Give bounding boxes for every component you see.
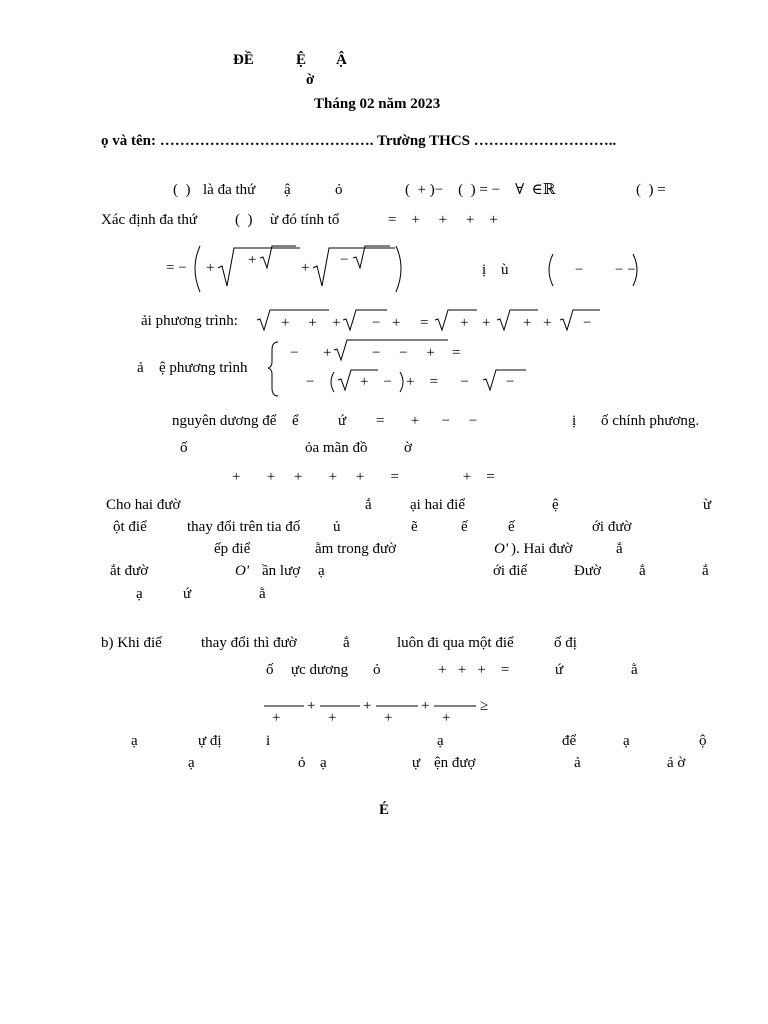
student-info-line: ọ và tên: ……………………………………. Trường THCS ……………………….. [101,133,617,149]
p1-line2-text-1: Xác định đa thứ [101,212,198,228]
svg-text:+: + [392,315,401,331]
svg-text:+: + [384,710,393,726]
p1-line2-math: = + + + + [388,212,498,228]
ineq-t2: ực dương [291,662,349,678]
last-l1-t4: ạ [437,733,444,749]
p3-text-1: ả [137,360,144,376]
last-l2-t6: ả [574,755,581,771]
svg-text:+ = −: + = − [406,374,469,390]
geo-b-t4: luôn đi qua một điể [397,635,514,651]
svg-text:+ +: + + [281,315,317,331]
p1-paren-1: ( ) [173,182,191,198]
svg-text:+: + [328,710,337,726]
p1-line3-text-1: ị [482,262,487,278]
ineq-t5: ằ [631,662,638,678]
svg-text:= −: = − [166,260,187,276]
p1-text-2: ậ [284,182,291,198]
header-title-part-3: Ậ [336,52,347,68]
ineq-t4: ứ [555,662,564,678]
svg-text:=: = [452,345,461,361]
svg-text:+: + [363,698,372,714]
svg-text:−: − [506,374,515,390]
geo-l2-t6: ế [508,519,515,535]
svg-text:+: + [543,315,552,331]
last-l2-t4: ự [412,755,421,771]
geo-l4-t1: ắt đườ [110,563,149,579]
header-title-part-1: ĐỀ [233,52,254,68]
last-l2-t1: ạ [188,755,195,771]
svg-text:+: + [421,698,430,714]
p1-math-2: ( ) = [636,182,666,198]
svg-text:+: + [442,710,451,726]
ineq-math-1: + + + = [438,662,510,678]
p4-text-5: ố chính phương. [601,413,700,429]
svg-text:+: + [332,315,341,331]
header-title-part-4: ờ [306,72,315,88]
p4-text-3: ứ [338,413,347,429]
header-date: Tháng 02 năm 2023 [314,96,441,112]
geo-l4-t6: Đườ [574,563,601,579]
geo-l3-t1: ếp điể [214,541,251,557]
geo-l5-t1: ạ [136,586,143,602]
geo-l2-t4: ẽ [411,519,418,535]
geo-b-t2: thay đổi thì đườ [201,635,297,651]
geo-l2-t1: ột điể [113,519,147,535]
geo-l1-t1: Cho hai đườ [106,497,181,513]
geo-l2-t5: ế [461,519,468,535]
p4-line2-text-2: ỏa mãn đồ [305,440,368,456]
geo-l1-t3: ại hai điể [410,497,465,513]
ineq-fractions [260,692,500,728]
geo-l4-t7: ẳ [639,563,646,579]
geo-l5-t2: ứ [183,586,192,602]
geo-l4-t8: ắ [702,563,709,579]
p1-line2-text-2: ừ đó tính tổ [270,212,340,228]
svg-text:+: + [460,315,469,331]
p3-system [268,338,538,398]
svg-text:−: − [583,315,592,331]
geo-b-t1: b) Khi điể [101,635,162,651]
p4-text-2: ể [292,413,299,429]
geo-l2-t3: ủ [333,519,341,535]
last-l2-t5: ện đượ [434,755,476,771]
p1-math-1: ( + )− ( ) = − ∀ ∈ℝ [405,182,556,198]
header-title-part-2: Ệ [296,52,307,68]
ineq-t3: ỏ [373,662,381,678]
last-l1-t7: ộ [699,733,707,749]
svg-text:− −: − − [615,262,636,278]
geo-l1-t5: ừ [703,497,712,513]
p4-equation: + + + + + = + = [232,469,495,485]
svg-text:+: + [248,252,257,268]
geo-l5-t3: ằ [259,586,266,602]
svg-text:+: + [482,315,491,331]
p4-text-4: ị [572,413,577,429]
svg-text:−: − [575,262,584,278]
svg-text:+: + [307,698,316,714]
p4-line2-text-3: ờ [404,440,412,456]
p1-condition [545,252,645,292]
svg-text:=: = [420,315,429,331]
svg-text:−: − [306,374,315,390]
geo-l4-t2: O' [235,563,250,579]
svg-text:+: + [206,260,215,276]
svg-text:− − +: − − + [372,345,435,361]
geo-l4-t4: ạ [318,563,325,579]
p1-expression [160,238,410,298]
geo-l3-t4: ). Hai đườ [511,541,573,557]
last-l1-t2: ự đị [198,733,222,749]
geo-l2-t7: ới đườ [592,519,632,535]
svg-text:−: − [290,345,299,361]
svg-text:−: − [340,252,349,268]
p1-line3-text-2: ù [501,262,509,278]
p2-label: ải phương trình: [141,313,238,329]
svg-text:−: − [372,315,381,331]
p4-text-1: nguyên dương để [172,413,277,429]
svg-text:+: + [523,315,532,331]
ineq-t1: ố [266,662,274,678]
geo-l3-t3: O' [494,541,509,557]
p4-line2-text-1: ố [180,440,188,456]
p1-line2-paren: ( ) [235,212,253,228]
geo-l3-t5: ắ [616,541,623,557]
geo-l4-t5: ới điể [493,563,528,579]
p3-text-2: ệ phương trình [159,360,248,376]
geo-l2-t2: thay đổi trên tia đố [187,519,301,535]
geo-l4-t3: ần lượ [262,563,301,579]
geo-b-t5: ố đị [554,635,577,651]
last-l1-t1: ạ [131,733,138,749]
geo-l3-t2: ằm trong đườ [315,541,397,557]
svg-text:≥: ≥ [480,698,489,714]
last-l2-t7: ả ờ [667,755,686,771]
svg-text:+: + [301,260,310,276]
p2-equation [255,306,605,334]
last-l1-t6: ạ [623,733,630,749]
p1-text-3: ỏ [335,182,343,198]
svg-text:+: + [272,710,281,726]
last-l2-t3: ạ [320,755,327,771]
svg-text:+ −: + − [360,374,392,390]
last-l2-t2: ỏ [298,755,306,771]
p1-text-1: là đa thứ [203,182,256,198]
end-mark: É [379,802,390,818]
p4-math-1: = + − − [376,413,478,429]
last-l1-t3: i [266,733,271,749]
geo-l1-t4: ệ [552,497,559,513]
last-l1-t5: để [562,733,577,749]
svg-text:+: + [323,345,332,361]
geo-l1-t2: ắ [365,497,372,513]
geo-b-t3: ẳ [343,635,350,651]
